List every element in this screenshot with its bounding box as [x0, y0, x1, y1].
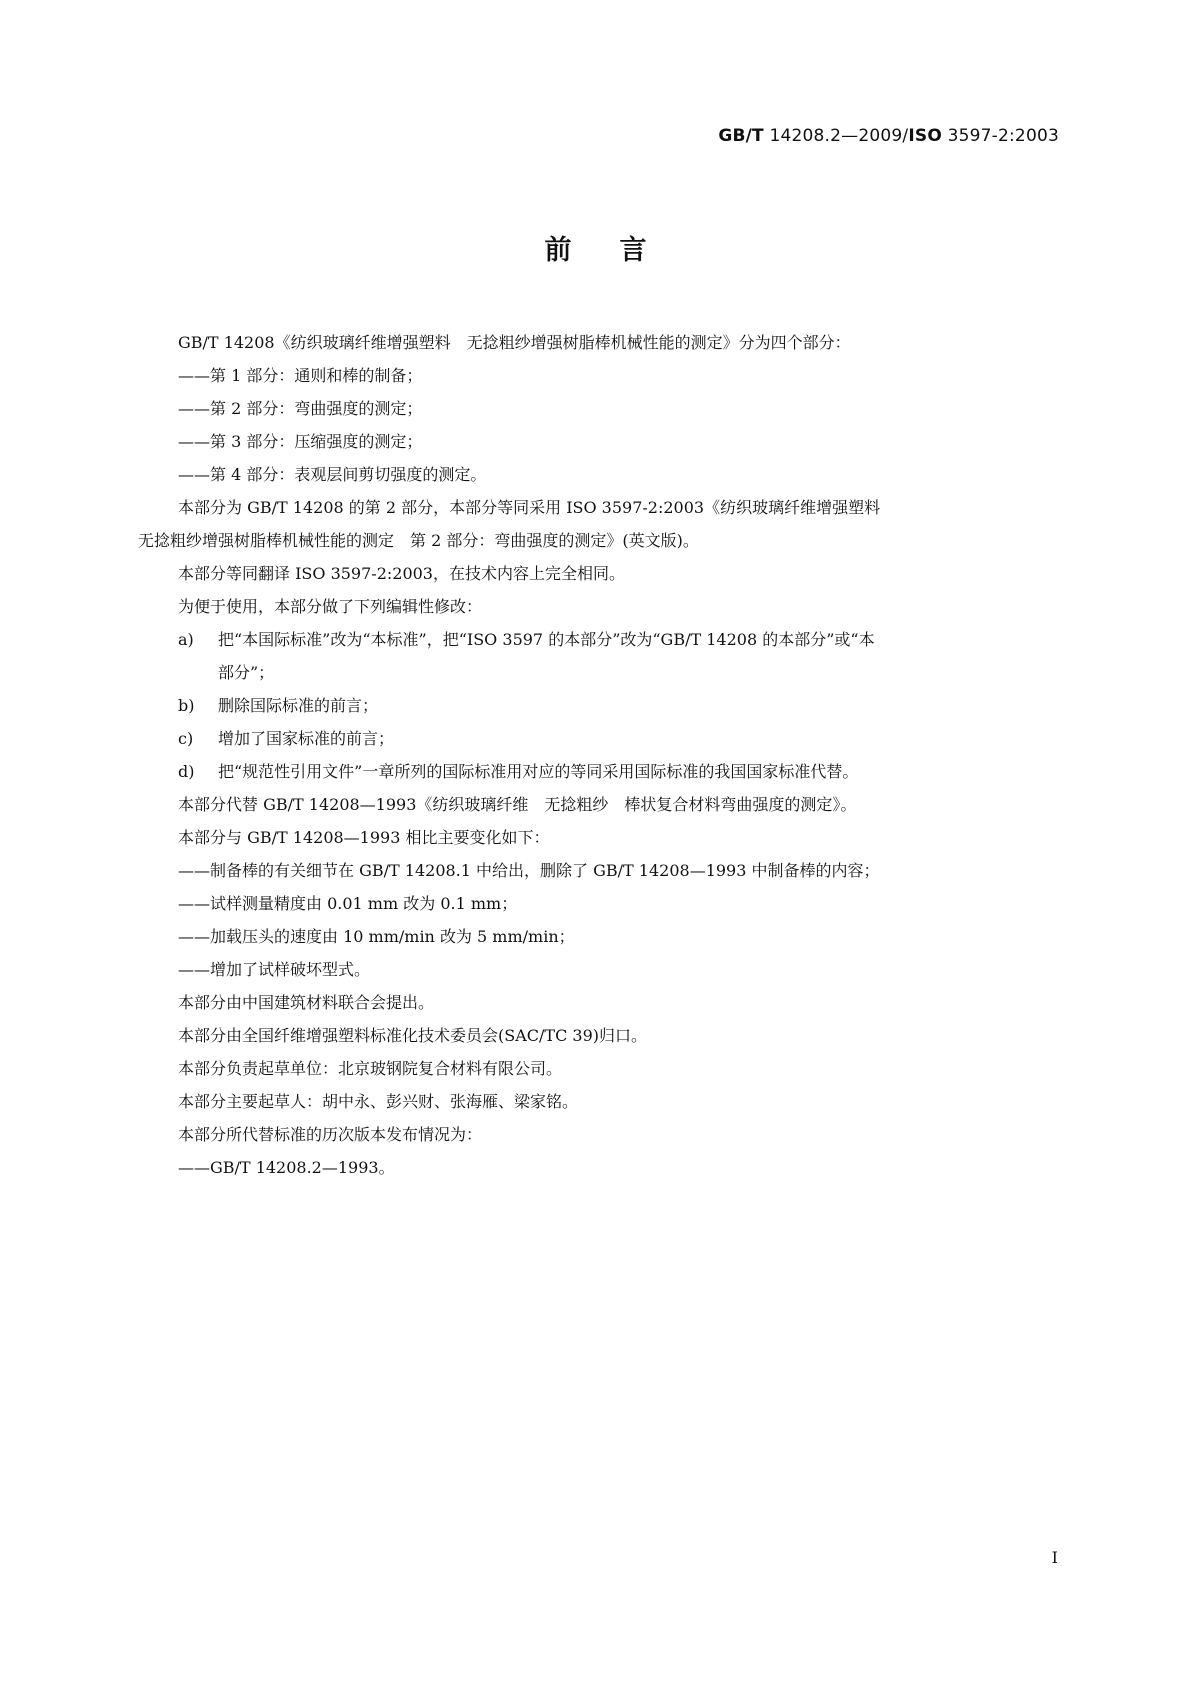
item-text: 增加了国家标准的前言； [218, 729, 395, 748]
paragraph: GB/T 14208《纺织玻璃纤维增强塑料 无捻粗纱增强树脂棒机械性能的测定》分为四个部分： [178, 333, 851, 352]
paragraph: 本部分等同翻译 ISO 3597-2:2003，在技术内容上完全相同。 [178, 564, 625, 583]
paragraph: 为便于使用，本部分做了下列编辑性修改： [178, 597, 483, 616]
list-item-b [138, 689, 1058, 722]
item-marker: d) [178, 762, 195, 781]
list-item: ——GB/T 14208.2—1993。 [178, 1158, 395, 1177]
list-item: ——第 4 部分：表观层间剪切强度的测定。 [178, 465, 487, 484]
paragraph: 本部分与 GB/T 14208—1993 相比主要变化如下： [178, 828, 550, 847]
paragraph: 本部分由中国建筑材料联合会提出。 [178, 993, 435, 1012]
list-item: ——增加了试样破坏型式。 [178, 960, 371, 979]
paragraph: 本部分代替 GB/T 14208—1993《纺织玻璃纤维 无捻粗纱 棒状复合材料弯曲强度的测定》。 [178, 795, 857, 814]
list-item-continuation: 部分”； [218, 663, 275, 682]
item-marker: c) [178, 729, 194, 748]
item-text: 删除国际标准的前言； [218, 696, 379, 715]
standard-prefix: GB/T [718, 126, 764, 146]
list-item: ——第 3 部分：压缩强度的测定； [178, 432, 423, 451]
standard-number: 14208.2—2009/ [763, 126, 909, 146]
list-item-c [138, 722, 1058, 755]
paragraph-continuation: 无捻粗纱增强树脂棒机械性能的测定 第 2 部分：弯曲强度的测定》(英文版)。 [138, 531, 699, 550]
list-item: ——第 1 部分：通则和棒的制备； [178, 366, 423, 385]
paragraph: 本部分主要起草人：胡中永、彭兴财、张海雁、梁家铭。 [178, 1092, 579, 1111]
paragraph: 本部分为 GB/T 14208 的第 2 部分，本部分等同采用 ISO 3597-2:2003《纺织玻璃纤维增强塑料 [178, 498, 881, 517]
item-text: 把“本国际标准”改为“本标准”，把“ISO 3597 的本部分”改为“GB/T 14208 的本部分”或“本 [218, 630, 875, 649]
page-title: 前言 [544, 235, 695, 266]
list-item: ——加载压头的速度由 10 mm/min 改为 5 mm/min； [178, 927, 575, 946]
iso-prefix: ISO [908, 126, 942, 146]
iso-number: 3597-2:2003 [941, 126, 1059, 146]
list-item: ——试样测量精度由 0.01 mm 改为 0.1 mm； [178, 894, 518, 913]
page-number: I [1051, 1548, 1058, 1567]
list-item: ——制备棒的有关细节在 GB/T 14208.1 中给出，删除了 GB/T 14208—1993 中制备棒的内容； [178, 861, 880, 880]
item-marker: a) [178, 630, 194, 649]
standard-code-header [718, 126, 1059, 146]
item-marker: b) [178, 696, 195, 715]
paragraph: 本部分所代替标准的历次版本发布情况为： [178, 1125, 483, 1144]
list-item-a [138, 623, 1058, 656]
paragraph: 本部分负责起草单位：北京玻钢院复合材料有限公司。 [178, 1059, 563, 1078]
list-item: ——第 2 部分：弯曲强度的测定； [178, 399, 423, 418]
list-item-d [138, 755, 1058, 788]
paragraph: 本部分由全国纤维增强塑料标准化技术委员会(SAC/TC 39)归口。 [178, 1026, 647, 1045]
foreword-body [138, 326, 1058, 1184]
item-text: 把“规范性引用文件”一章所列的国际标准用对应的等同采用国际标准的我国国家标准代替。 [218, 762, 859, 781]
